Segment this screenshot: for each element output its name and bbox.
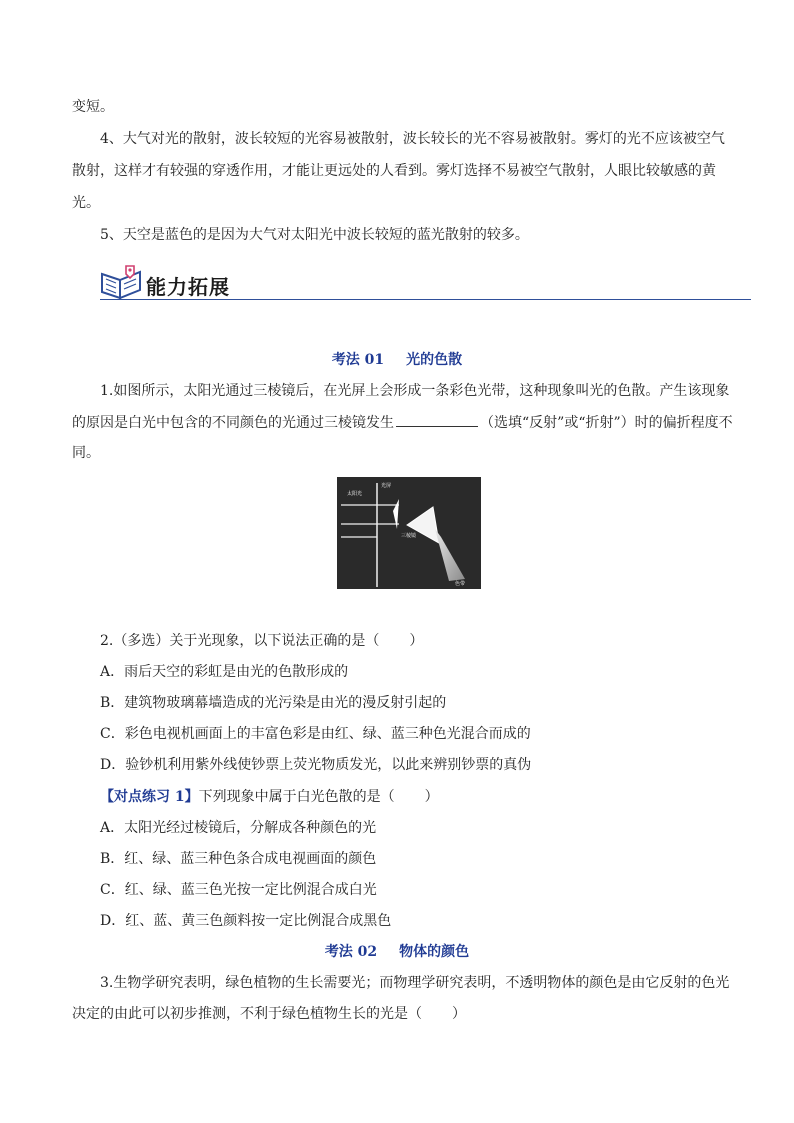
question-2-stem [100,631,423,651]
prism-figure [337,477,481,589]
question-1-line-2 [72,412,733,433]
question-3-text-end: ） [452,1006,466,1022]
section-code: 考法 02 [324,944,378,960]
banner-divider [100,299,751,300]
section-name: 光的色散 [406,352,463,368]
practice-option-d: D．红、蓝、黄三色颜料按一定比例混合成黑色 [100,913,392,929]
question-1-text-cont: （选填“反射”或“折射”）时的偏折程度不 [480,415,733,431]
practice-tag: 【对点练习 1】 [100,789,199,805]
option-c: C．彩色电视机画面上的丰富色彩是由红、绿、蓝三种色光混合而成的 [100,726,531,742]
section-title-1 [0,350,794,370]
practice-1-stem [100,787,439,807]
section-code: 考法 01 [331,352,385,368]
book-icon [100,262,144,300]
practice-option-b: B．红、绿、蓝三种色条合成电视画面的颜色 [100,851,377,867]
label-prism: 三棱镜 [401,533,417,539]
question-1-text: 的原因是白光中包含的不同颜色的光通过三棱镜发生 [72,415,394,431]
practice-option-a: A．太阳光经过棱镜后，分解成各种颜色的光 [100,820,377,836]
question-3-line-1: 3.生物学研究表明，绿色植物的生长需要光；而物理学研究表明，不透明物体的颜色是由它反射的色光 [100,975,730,991]
question-1-line-1: 1.如图所示，太阳光通过三棱镜后，在光屏上会形成一条彩色光带，这种现象叫光的色散。产生该现象 [100,383,730,399]
intro-item-5: 5、天空是蓝色的是因为大气对太阳光中波长较短的蓝光散射的较多。 [100,227,529,243]
answer-blank[interactable] [396,412,478,427]
section-name: 物体的颜色 [399,944,470,960]
practice-1-text-end: ） [424,789,439,805]
intro-line: 变短。 [72,99,114,115]
question-2-text-end: ） [409,633,424,649]
option-d: D．验钞机利用紫外线使钞票上荧光物质发光，以此来辨别钞票的真伪 [100,757,532,773]
practice-option-c: C．红、绿、蓝三色光按一定比例混合成白光 [100,882,377,898]
option-a: A．雨后天空的彩虹是由光的色散形成的 [100,664,349,680]
label-screen: 光屏 [381,483,392,489]
option-b: B．建筑物玻璃幕墙造成的光污染是由光的漫反射引起的 [100,695,447,711]
label-band: 色带 [455,581,466,587]
section-title-2 [0,942,794,962]
banner-title: 能力拓展 [146,275,230,299]
question-1-line-3: 同。 [72,445,100,461]
label-sun: 太阳光 [347,491,363,497]
intro-item-4-cont: 散射，这样才有较强的穿透作用，才能让更远处的人看到。雾灯选择不易被空气散射，人眼比较敏感的黄 [72,163,716,179]
question-3-text: 决定的由此可以初步推测，不利于绿色植物生长的光是（ [72,1006,422,1022]
intro-item-4-end: 光。 [72,195,100,211]
question-3-line-2 [72,1004,466,1024]
intro-item-4: 4、大气对光的散射，波长较短的光容易被散射，波长较长的光不容易被散射。雾灯的光不应该被空气 [100,131,725,147]
practice-1-text: 下列现象中属于白光色散的是（ [198,789,395,805]
question-2-text: 2.（多选）关于光现象，以下说法正确的是（ [100,633,380,649]
